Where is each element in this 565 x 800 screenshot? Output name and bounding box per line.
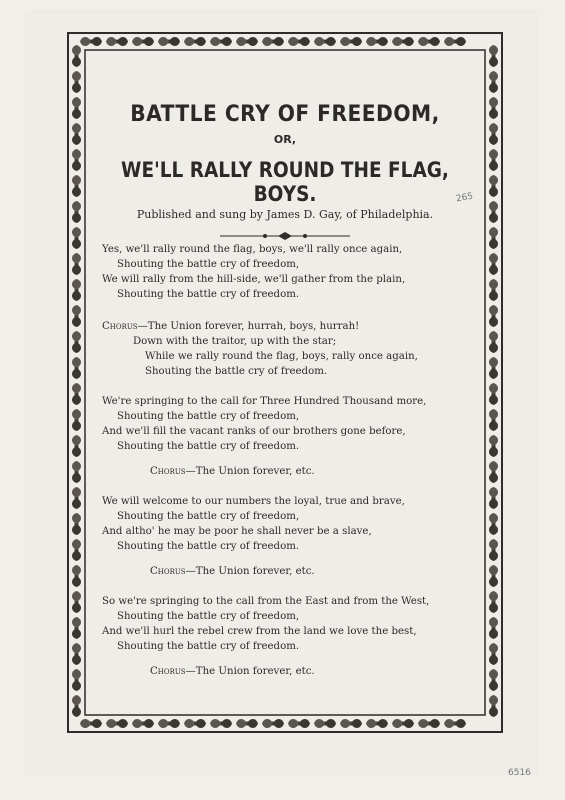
chorus-text: —The Union forever, etc.: [185, 566, 315, 577]
verse-line: And altho' he may be poor he shall never be a slave,: [102, 526, 372, 537]
verse-line: Yes, we'll rally round the flag, boys, we'll rally once again,: [102, 244, 403, 255]
verse-line: So we're springing to the call from the East and from the West,: [102, 596, 430, 607]
verse-line: Shouting the battle cry of freedom,: [117, 259, 300, 270]
handwritten-note: 265: [455, 191, 474, 205]
chorus-refrain-line: [150, 466, 315, 477]
song-sheet: [65, 30, 505, 735]
chorus-label: Chorus: [150, 566, 186, 577]
publisher-line: Published and sung by James D. Gay, of Philadelphia.: [136, 208, 434, 221]
catalog-stamp: 6516: [508, 768, 531, 778]
verse-line: Shouting the battle cry of freedom.: [117, 289, 300, 300]
verse-line: Shouting the battle cry of freedom.: [117, 441, 300, 452]
chorus-refrain-line: [150, 566, 315, 577]
verse-line: Shouting the battle cry of freedom.: [117, 641, 300, 652]
title-line-2: WE'LL RALLY ROUND THE FLAG, BOYS.: [121, 158, 449, 206]
chorus-label: Chorus: [102, 321, 138, 332]
divider-ornament: [220, 231, 350, 241]
verse-line: Shouting the battle cry of freedom.: [145, 366, 328, 377]
verse-line: While we rally round the flag, boys, rally once again,: [145, 351, 418, 362]
verse-line: We will welcome to our numbers the loyal, true and brave,: [102, 496, 405, 507]
chorus-refrain-line: [150, 666, 315, 677]
verse-line: Down with the traitor, up with the star;: [133, 336, 337, 347]
verse-line: [102, 321, 359, 332]
verse-line: Shouting the battle cry of freedom,: [117, 611, 300, 622]
verse-line: We will rally from the hill-side, we'll gather from the plain,: [102, 274, 406, 285]
verse-line: Shouting the battle cry of freedom,: [117, 511, 300, 522]
chorus-text: —The Union forever, etc.: [185, 466, 315, 477]
title-line-1: BATTLE CRY OF FREEDOM,: [130, 102, 440, 127]
chorus-label: Chorus: [150, 666, 186, 677]
verse-line: Shouting the battle cry of freedom,: [117, 411, 300, 422]
title-or: OR,: [273, 133, 297, 146]
verse-line: Shouting the battle cry of freedom.: [117, 541, 300, 552]
chorus-first-line: —The Union forever, hurrah, boys, hurrah!: [137, 321, 360, 332]
verse-line: And we'll fill the vacant ranks of our brothers gone before,: [102, 426, 406, 437]
chorus-label: Chorus: [150, 466, 186, 477]
chorus-text: —The Union forever, etc.: [185, 666, 315, 677]
verse-line: We're springing to the call for Three Hundred Thousand more,: [102, 396, 427, 407]
verse-line: And we'll hurl the rebel crew from the land we love the best,: [102, 626, 417, 637]
